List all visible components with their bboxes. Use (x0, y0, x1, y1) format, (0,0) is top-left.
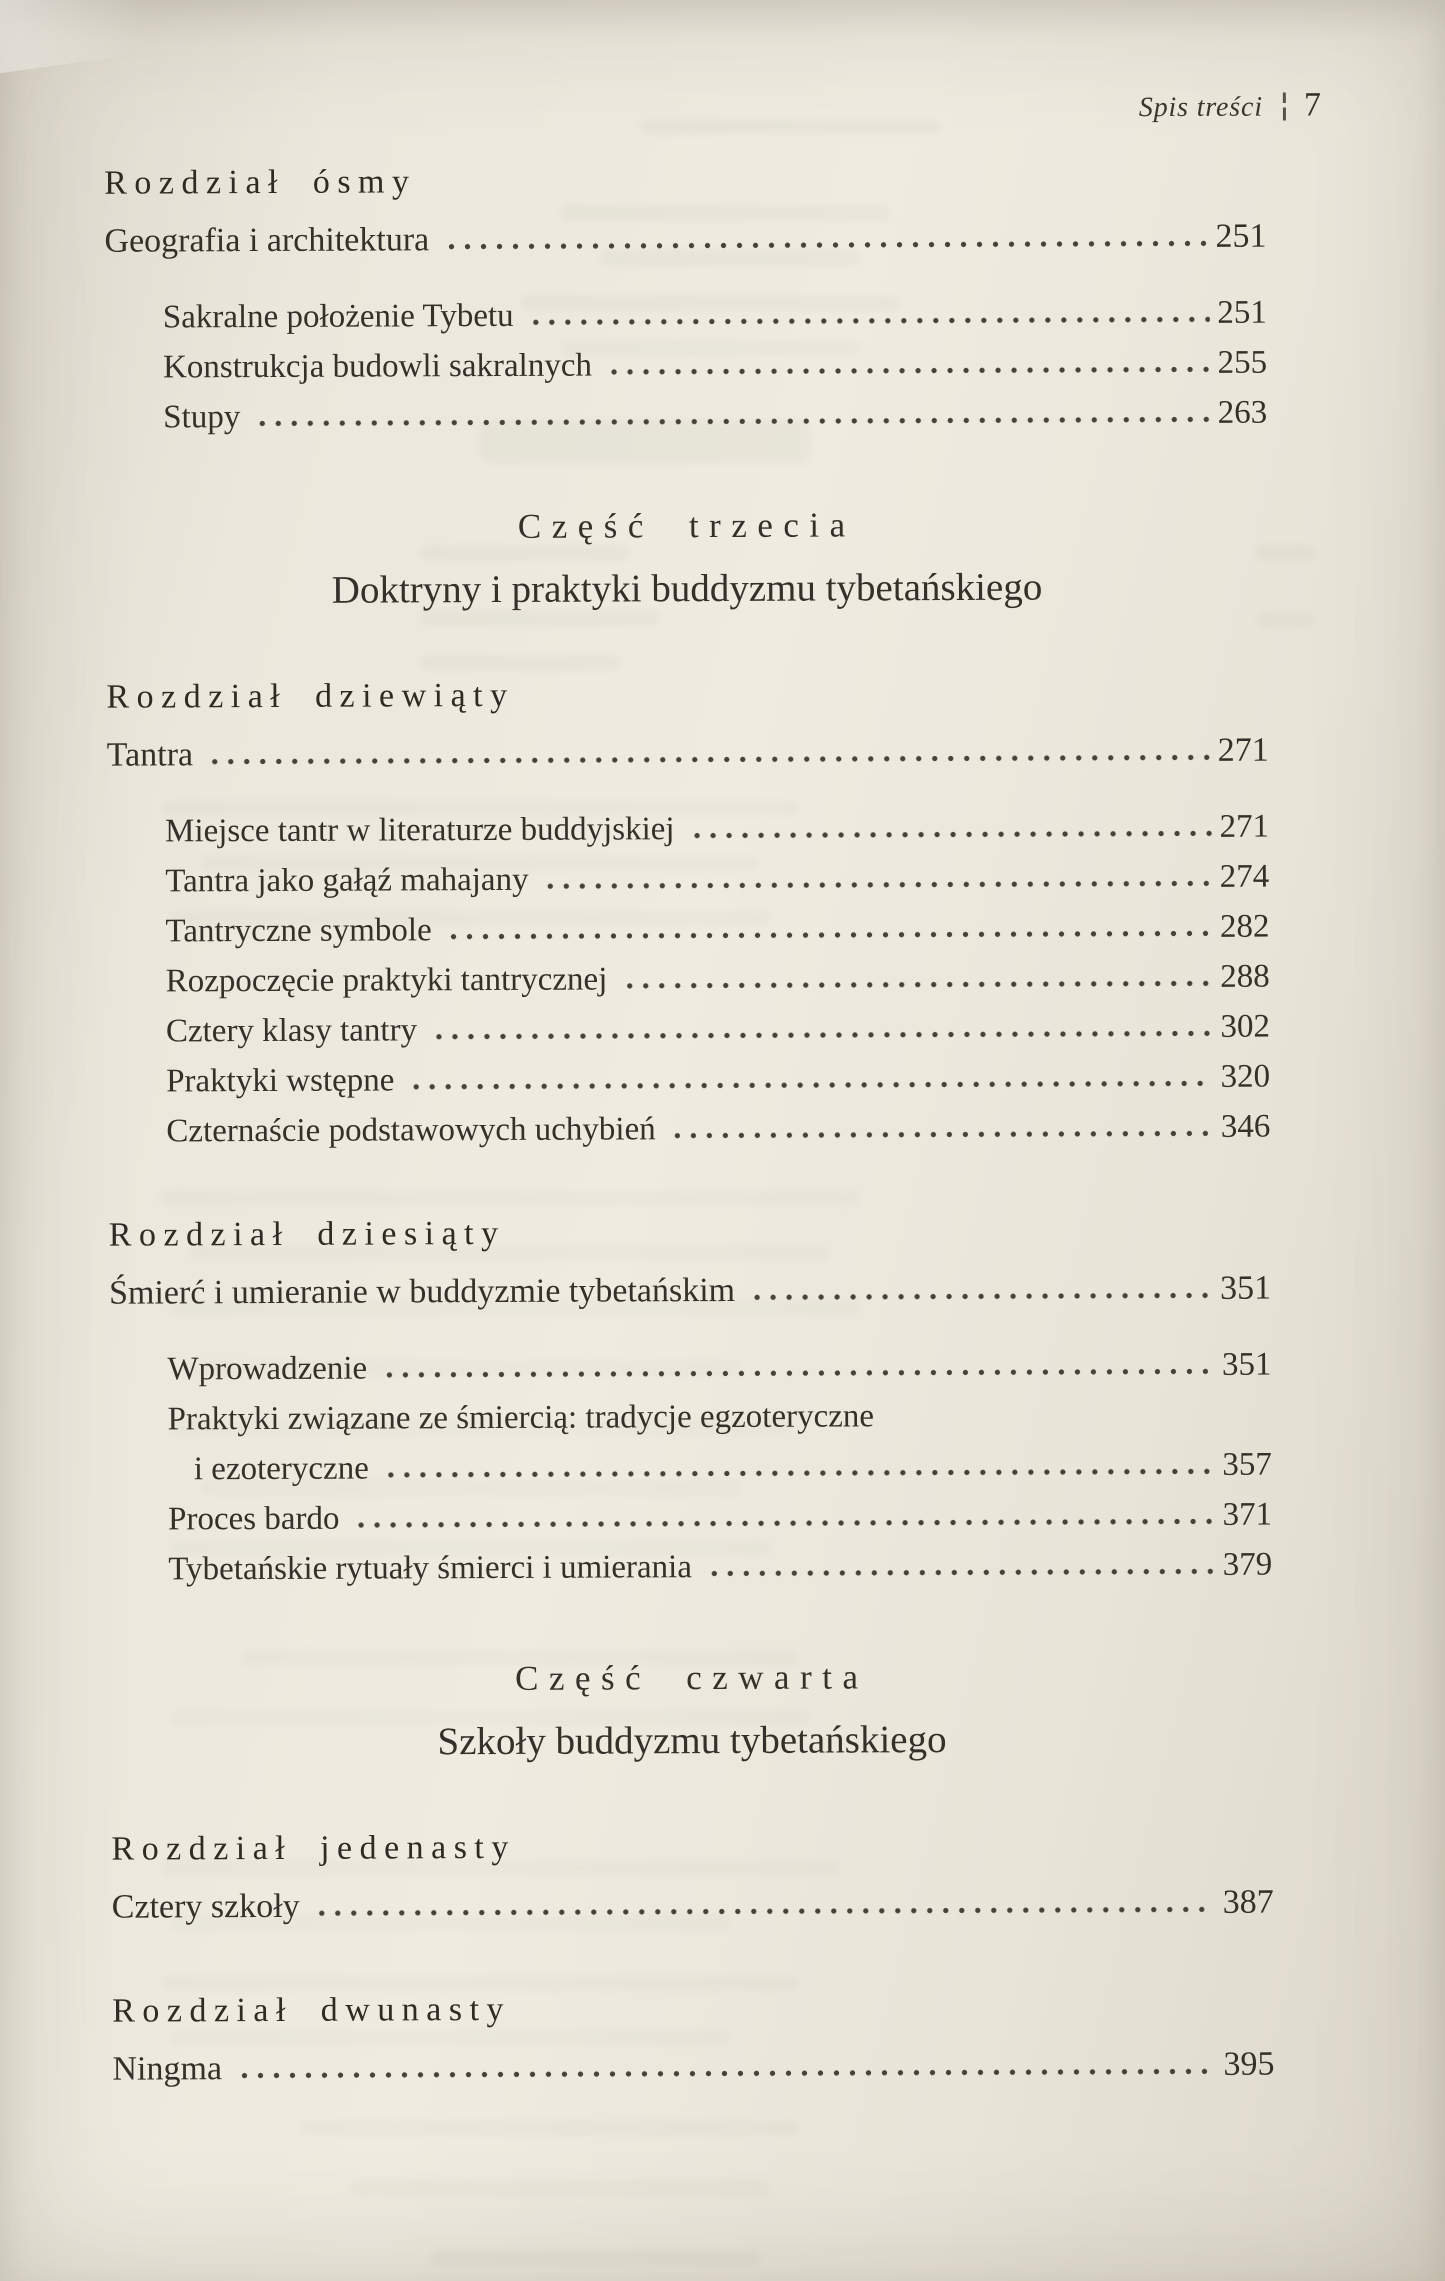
toc-entry-page: 379 (1222, 1546, 1273, 1583)
dot-leader-icon (236, 2068, 1215, 2079)
toc-entry-line (168, 1440, 1272, 1495)
toc-entry-page: 346 (1220, 1108, 1271, 1145)
toc-entry-page: 387 (1222, 1883, 1274, 1921)
dot-leader-icon (446, 930, 1212, 940)
toc-entry-page: 351 (1219, 1269, 1272, 1307)
dot-leader-icon (408, 1080, 1212, 1091)
showthrough-line (430, 2250, 760, 2266)
toc-entry (109, 1264, 1271, 1319)
part-heading (111, 1650, 1273, 1771)
toc-entry (168, 1490, 1272, 1545)
toc-entry-line (166, 1102, 1270, 1157)
chapter-heading: Rozdział dziesiąty (108, 1214, 506, 1254)
toc-entry-line (166, 952, 1270, 1007)
toc-entry-page: 320 (1220, 1058, 1271, 1095)
dot-leader-icon (254, 416, 1209, 427)
chapter-heading: Rozdział dwunasty (112, 1990, 512, 2030)
dot-leader-icon (543, 880, 1212, 890)
toc-entry-line (166, 1052, 1270, 1107)
chapter-heading: Rozdział dziewiąty (106, 676, 515, 716)
toc-entry-title: Czternaście podstawowych uchybień (166, 1111, 656, 1150)
toc-entry-line (104, 212, 1266, 267)
dot-leader-icon (353, 1518, 1214, 1529)
toc-entry-line (163, 288, 1267, 343)
toc-entry-title: Proces bardo (167, 1500, 340, 1538)
dot-leader-icon (431, 1030, 1212, 1040)
dot-leader-icon (314, 1906, 1215, 1917)
showthrough-line (350, 2180, 770, 2196)
toc-entry-title: Ningma (112, 2050, 223, 2088)
dot-leader-icon (443, 240, 1207, 250)
toc-entry-title: Tantra jako gałąź mahajany (165, 861, 529, 900)
part-subtitle: Szkoły buddyzmu tybetańskiego (437, 1718, 947, 1764)
dot-leader-icon (528, 316, 1210, 326)
dot-leader-icon (689, 830, 1212, 839)
dot-leader-icon (606, 366, 1210, 376)
toc-entry-title: Śmierć i umieranie w buddyzmie tybetańskim (108, 1271, 736, 1312)
toc-list (104, 154, 1274, 2095)
toc-entry-title: Geografia i architektura (104, 221, 430, 260)
toc-entry-title: Miejsce tantr w literaturze buddyjskiej (164, 811, 675, 850)
toc-entry-title: Stupy (163, 399, 241, 436)
part-subtitle: Doktryny i praktyki buddyzmu tybetańskiego (331, 565, 1043, 612)
toc-entry (104, 212, 1266, 267)
toc-entry (163, 338, 1267, 393)
toc-entry (107, 726, 1269, 781)
toc-entry-page: 251 (1215, 217, 1267, 255)
dot-leader-icon (670, 1130, 1213, 1139)
toc-entry-page: 288 (1220, 958, 1270, 995)
toc-entry-page: 351 (1221, 1346, 1272, 1383)
toc-entry-page: 251 (1217, 294, 1267, 331)
toc-entry (163, 388, 1267, 443)
toc-entry (165, 902, 1269, 957)
toc-entry (165, 852, 1269, 907)
toc-entry-title: Praktyki związane ze śmiercią: tradycje egzoteryczne (167, 1398, 875, 1438)
dot-leader-icon (207, 754, 1210, 765)
toc-entry-line (165, 802, 1269, 857)
toc-entry-title: Cztery szkoły (111, 1887, 300, 1926)
toc-entry-title: Praktyki wstępne (166, 1062, 395, 1100)
toc-entry-line (163, 388, 1267, 443)
toc-entry-title: Tybetańskie rytuały śmierci i umierania (168, 1549, 693, 1588)
toc-entry-page: 282 (1219, 908, 1270, 945)
showthrough-line (300, 2120, 800, 2136)
toc-entry (166, 1052, 1270, 1107)
toc-entry-page: 395 (1223, 2045, 1275, 2083)
toc-entry (112, 1878, 1274, 1933)
toc-entry (112, 2040, 1274, 2095)
dot-leader-icon (749, 1292, 1212, 1301)
toc-entry-line (112, 2040, 1274, 2095)
toc-entry-line (165, 902, 1269, 957)
toc-entry (166, 1002, 1270, 1057)
toc-entry (168, 1540, 1272, 1595)
toc-entry (168, 1390, 1272, 1495)
toc-entry-page: 271 (1217, 731, 1269, 769)
dot-leader-icon (706, 1568, 1215, 1577)
toc-entry-line (166, 1002, 1270, 1057)
toc-entry-line (168, 1390, 1272, 1445)
toc-entry-page: 255 (1217, 344, 1268, 381)
toc-entry-page: 302 (1220, 1008, 1270, 1045)
toc-entry (167, 1340, 1271, 1395)
toc-entry-title: Konstrukcja budowli sakralnych (162, 347, 593, 386)
part-title: Część trzecia (517, 505, 856, 546)
toc-entry (166, 1102, 1270, 1157)
dot-leader-icon (621, 980, 1212, 990)
toc-entry-title: i ezoteryczne (193, 1450, 369, 1488)
chapter-heading: Rozdział jedenasty (111, 1828, 516, 1868)
toc-entry-page: 371 (1222, 1496, 1273, 1533)
dot-leader-icon (381, 1368, 1214, 1379)
toc-entry (166, 952, 1270, 1007)
part-title: Część czwarta (514, 1657, 869, 1698)
toc-entry-line (107, 726, 1269, 781)
header-divider-icon (1283, 93, 1286, 121)
chapter-heading: Rozdział ósmy (104, 163, 417, 202)
page-number: 7 (1303, 86, 1321, 124)
toc-entry-title: Tantryczne symbole (165, 912, 432, 950)
part-heading (106, 498, 1268, 619)
page-header (104, 85, 1321, 132)
toc-entry-title: Cztery klasy tantry (165, 1012, 418, 1050)
toc-entry-page: 357 (1222, 1446, 1272, 1483)
toc-entry-page: 263 (1217, 394, 1268, 431)
toc-entry-title: Wprowadzenie (167, 1350, 368, 1388)
toc-entry-line (167, 1340, 1271, 1395)
toc-entry-line (112, 1878, 1274, 1933)
toc-entry-title: Sakralne położenie Tybetu (162, 297, 514, 336)
toc-entry-line (168, 1540, 1272, 1595)
toc-entry-line (165, 852, 1269, 907)
toc-entry-line (109, 1264, 1271, 1319)
running-title: Spis treści (1138, 91, 1263, 124)
toc-entry (165, 802, 1269, 857)
dot-leader-icon (383, 1468, 1215, 1479)
toc-entry (163, 288, 1267, 343)
toc-entry-title: Rozpoczęcie praktyki tantrycznej (165, 961, 608, 1000)
toc-entry-page: 271 (1219, 808, 1270, 845)
toc-entry-line (168, 1490, 1272, 1545)
toc-entry-line (163, 338, 1267, 393)
toc-entry-title: Tantra (106, 736, 194, 774)
toc-entry-page: 274 (1219, 858, 1270, 895)
